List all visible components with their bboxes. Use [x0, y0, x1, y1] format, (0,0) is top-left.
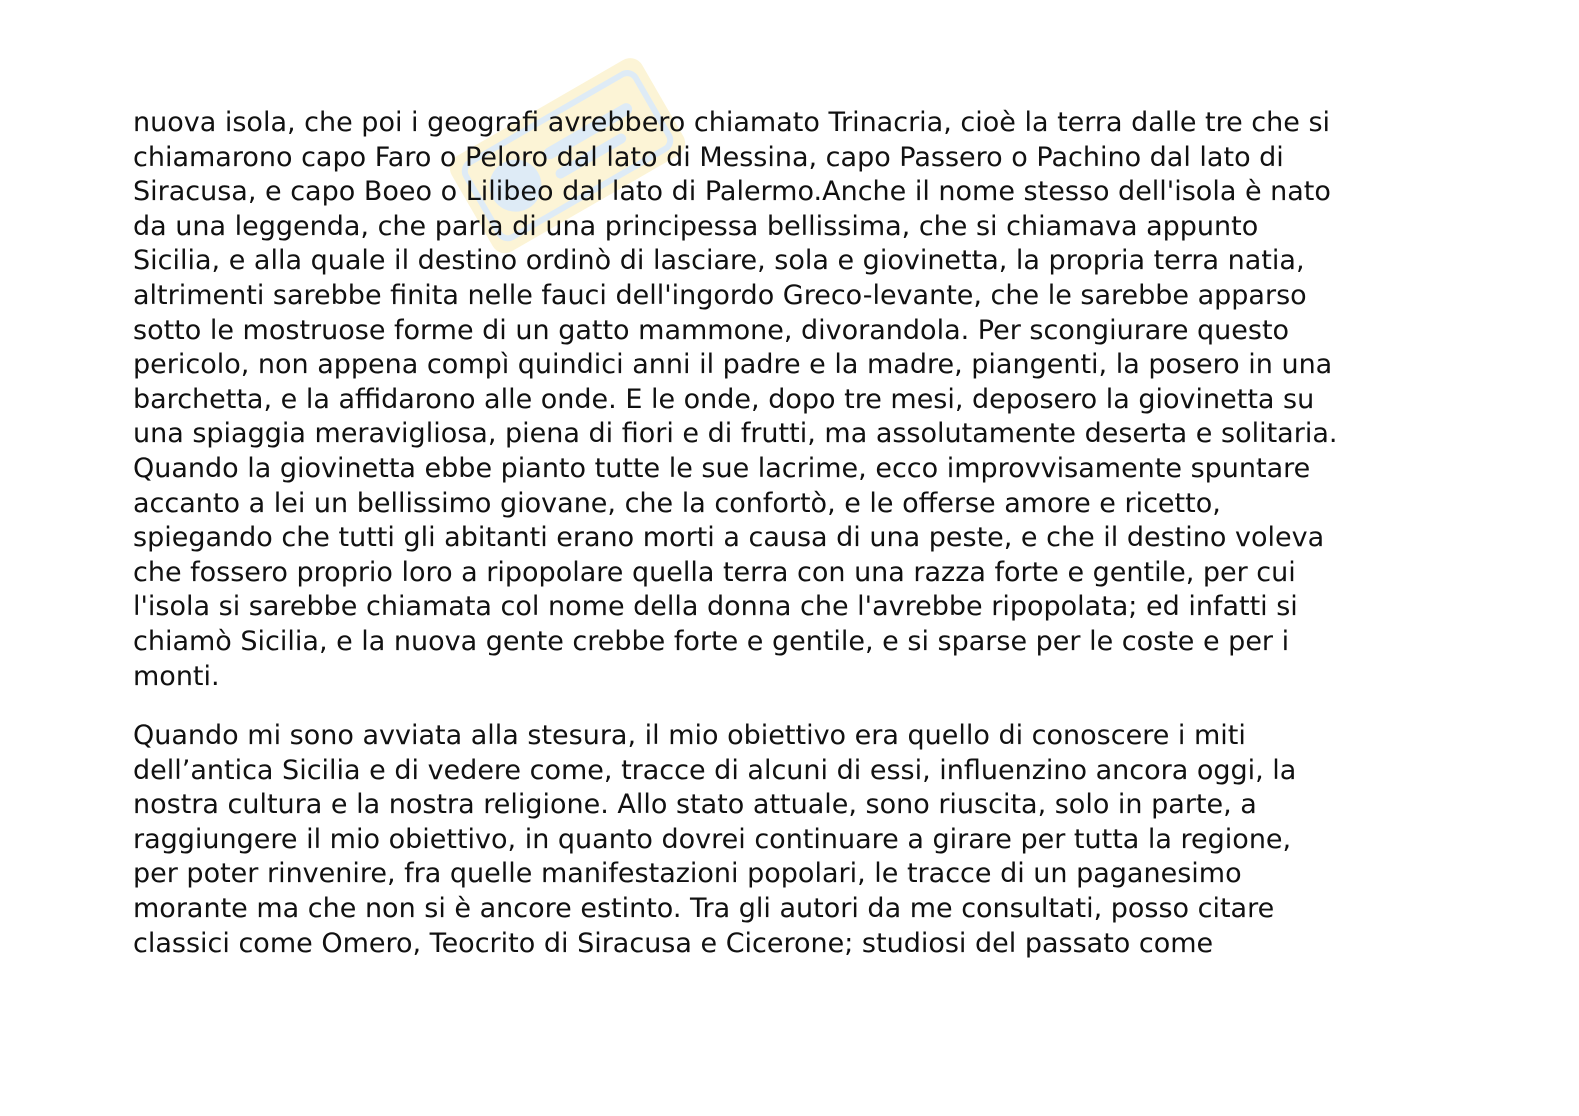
paragraph-author-objective: Quando mi sono avviata alla stesura, il mio obiettivo era quello di conoscere i miti dell’antica Sicilia e di vedere come, tracce di alcuni di essi, influenzino ancora oggi, la nostra cultura e la nostra religione. Allo stato attuale, sono riuscita, solo in parte, a raggiungere il mio obiettivo, in quanto dovrei continuare a girare per tutta la regione, per poter rinvenire, fra quelle manifestazioni popolari, le tracce di un paganesimo morante ma che non si è ancore estinto. Tra gli autori da me consultati, posso citare classici come Omero, Teocrito di Siracusa e Cicerone; studiosi del passato come	[133, 720, 1297, 959]
paragraph-legend-of-sicilia: nuova isola, che poi i geografi avrebbero chiamato Trinacria, cioè la terra dalle tre che si chiamarono capo Faro o Peloro dal lato di Messina, capo Passero o Pachino dal lato di Siracusa, e capo Boeo o Lilibeo dal lato di Palermo.Anche il nome stesso dell'isola è nato da una leggenda, che parla di una principessa bellissima, che si chiamava appunto Sicilia, e alla quale il destino ordinò di lasciare, sola e giovinetta, la propria terra natia, altrimenti sarebbe finita nelle fauci dell'ingordo Greco-levante, che le sarebbe apparso sotto le mostruose forme di un gatto mammone, divorandola. Per scongiurare questo pericolo, non appena compì quindici anni il padre e la madre, piangenti, la posero in una barchetta, e la affidarono alle onde. E le onde, dopo tre mesi, deposero la giovinetta su una spiaggia meravigliosa, piena di fiori e di frutti, ma assolutamente deserta e solitaria. Quando la giovinetta ebbe pianto tutte le sue lacrime, ecco improvvisamente spuntare accanto a lei un bellissimo giovane, che la confortò, e le offerse amore e ricetto, spiegando che tutti gli abitanti erano morti a causa di una peste, e che il destino voleva che fossero proprio loro a ripopolare quella terra con una razza forte e gentile, per cui l'isola si sarebbe chiamata col nome della donna che l'avrebbe ripopolata; ed infatti si chiamò Sicilia, e la nuova gente crebbe forte e gentile, e si sparse per le coste e per i monti.	[133, 107, 1338, 692]
document-body	[133, 106, 1473, 961]
